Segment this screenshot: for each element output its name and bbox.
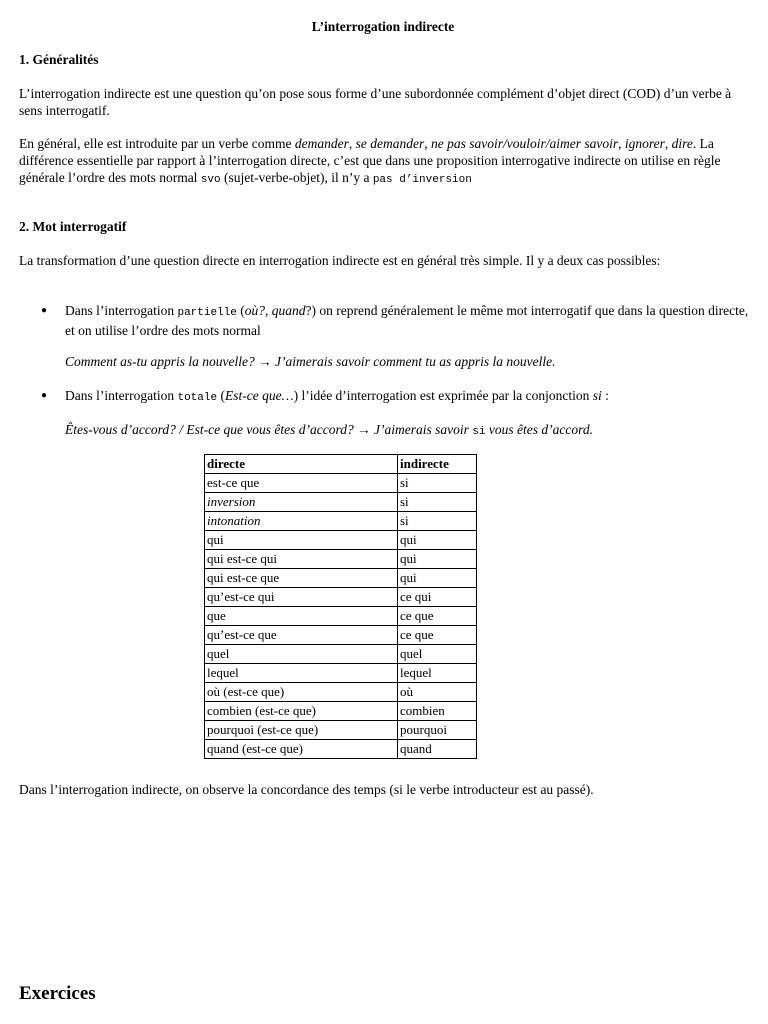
table-row [205,740,477,759]
bullet-icon: ● [41,390,48,401]
page-title: L’interrogation indirecte [311,19,455,34]
example-totale: Êtes-vous d’accord? / Est-ce que vous êtes d’accord? → J’aimerais savoir si vous êtes d’accord. [65,422,593,438]
table-header-row [205,455,477,474]
table-row [205,531,477,550]
table-cell-indirecte: qui [398,569,477,588]
table-cell-directe: qui est-ce qui [205,550,398,569]
example-partielle: Comment as-tu appris la nouvelle? → J’aimerais savoir comment tu as appris la nouvelle. [65,354,556,369]
table-cell-directe: quel [205,645,398,664]
interrogation-table [204,454,477,759]
table-row [205,493,477,512]
section-2-paragraph-1: La transformation d’une question directe en interrogation indirecte est en général très simple. Il y a deux cas possibles: [19,253,661,268]
table-row [205,721,477,740]
table-row [205,702,477,721]
table-cell-indirecte: ce que [398,607,477,626]
table-cell-directe: intonation [205,512,398,531]
table-cell-directe: lequel [205,664,398,683]
table-header-indirecte: indirecte [398,455,477,474]
table-row [205,645,477,664]
section-2-heading: 2. Mot interrogatif [19,219,127,234]
table-cell-indirecte: pourquoi [398,721,477,740]
table-cell-indirecte: si [398,474,477,493]
section-1-heading: 1. Généralités [19,52,99,67]
table-cell-directe: pourquoi (est-ce que) [205,721,398,740]
table-cell-indirecte: ce qui [398,588,477,607]
table-row [205,588,477,607]
table-cell-indirecte: quand [398,740,477,759]
table-cell-indirecte: qui [398,531,477,550]
exercices-heading: Exercices [19,983,96,1004]
table-row [205,512,477,531]
table-row [205,550,477,569]
concordance-paragraph: Dans l’interrogation indirecte, on observe la concordance des temps (si le verbe introducteur est au passé). [19,782,594,797]
table-header-directe: directe [205,455,398,474]
table-cell-directe: inversion [205,493,398,512]
table-cell-directe: que [205,607,398,626]
table-cell-indirecte: qui [398,550,477,569]
table-row [205,664,477,683]
section-1-paragraph-2: En général, elle est introduite par un verbe comme demander, se demander, ne pas savoir/vouloir/aimer savoir, ignorer, dire. La différence essentielle par rapport à l’interrogation directe, c’est que dans une proposition interrogative indirecte on utilise en règle générale l’ordre des mots normal svo (sujet-verbe-objet), il n’y a pas d’inversion [19,136,721,186]
table-cell-indirecte: lequel [398,664,477,683]
table-cell-directe: qui [205,531,398,550]
table-cell-indirecte: quel [398,645,477,664]
table-cell-indirecte: ce que [398,626,477,645]
table-row [205,607,477,626]
table-row [205,474,477,493]
table-row [205,683,477,702]
bullet-icon: ● [41,305,48,316]
table-row [205,569,477,588]
table-cell-directe: qui est-ce que [205,569,398,588]
table-row [205,626,477,645]
table-cell-directe: qu’est-ce qui [205,588,398,607]
table-cell-indirecte: où [398,683,477,702]
table-cell-directe: quand (est-ce que) [205,740,398,759]
table-cell-directe: combien (est-ce que) [205,702,398,721]
table-cell-directe: est-ce que [205,474,398,493]
table-cell-indirecte: si [398,493,477,512]
table-cell-directe: où (est-ce que) [205,683,398,702]
table-cell-indirecte: si [398,512,477,531]
table-cell-directe: qu’est-ce que [205,626,398,645]
table-cell-indirecte: combien [398,702,477,721]
section-1-paragraph-1: L’interrogation indirecte est une question qu’on pose sous forme d’une subordonnée complément d’objet direct (COD) d’un verbe à sens interrogatif. [19,86,732,118]
